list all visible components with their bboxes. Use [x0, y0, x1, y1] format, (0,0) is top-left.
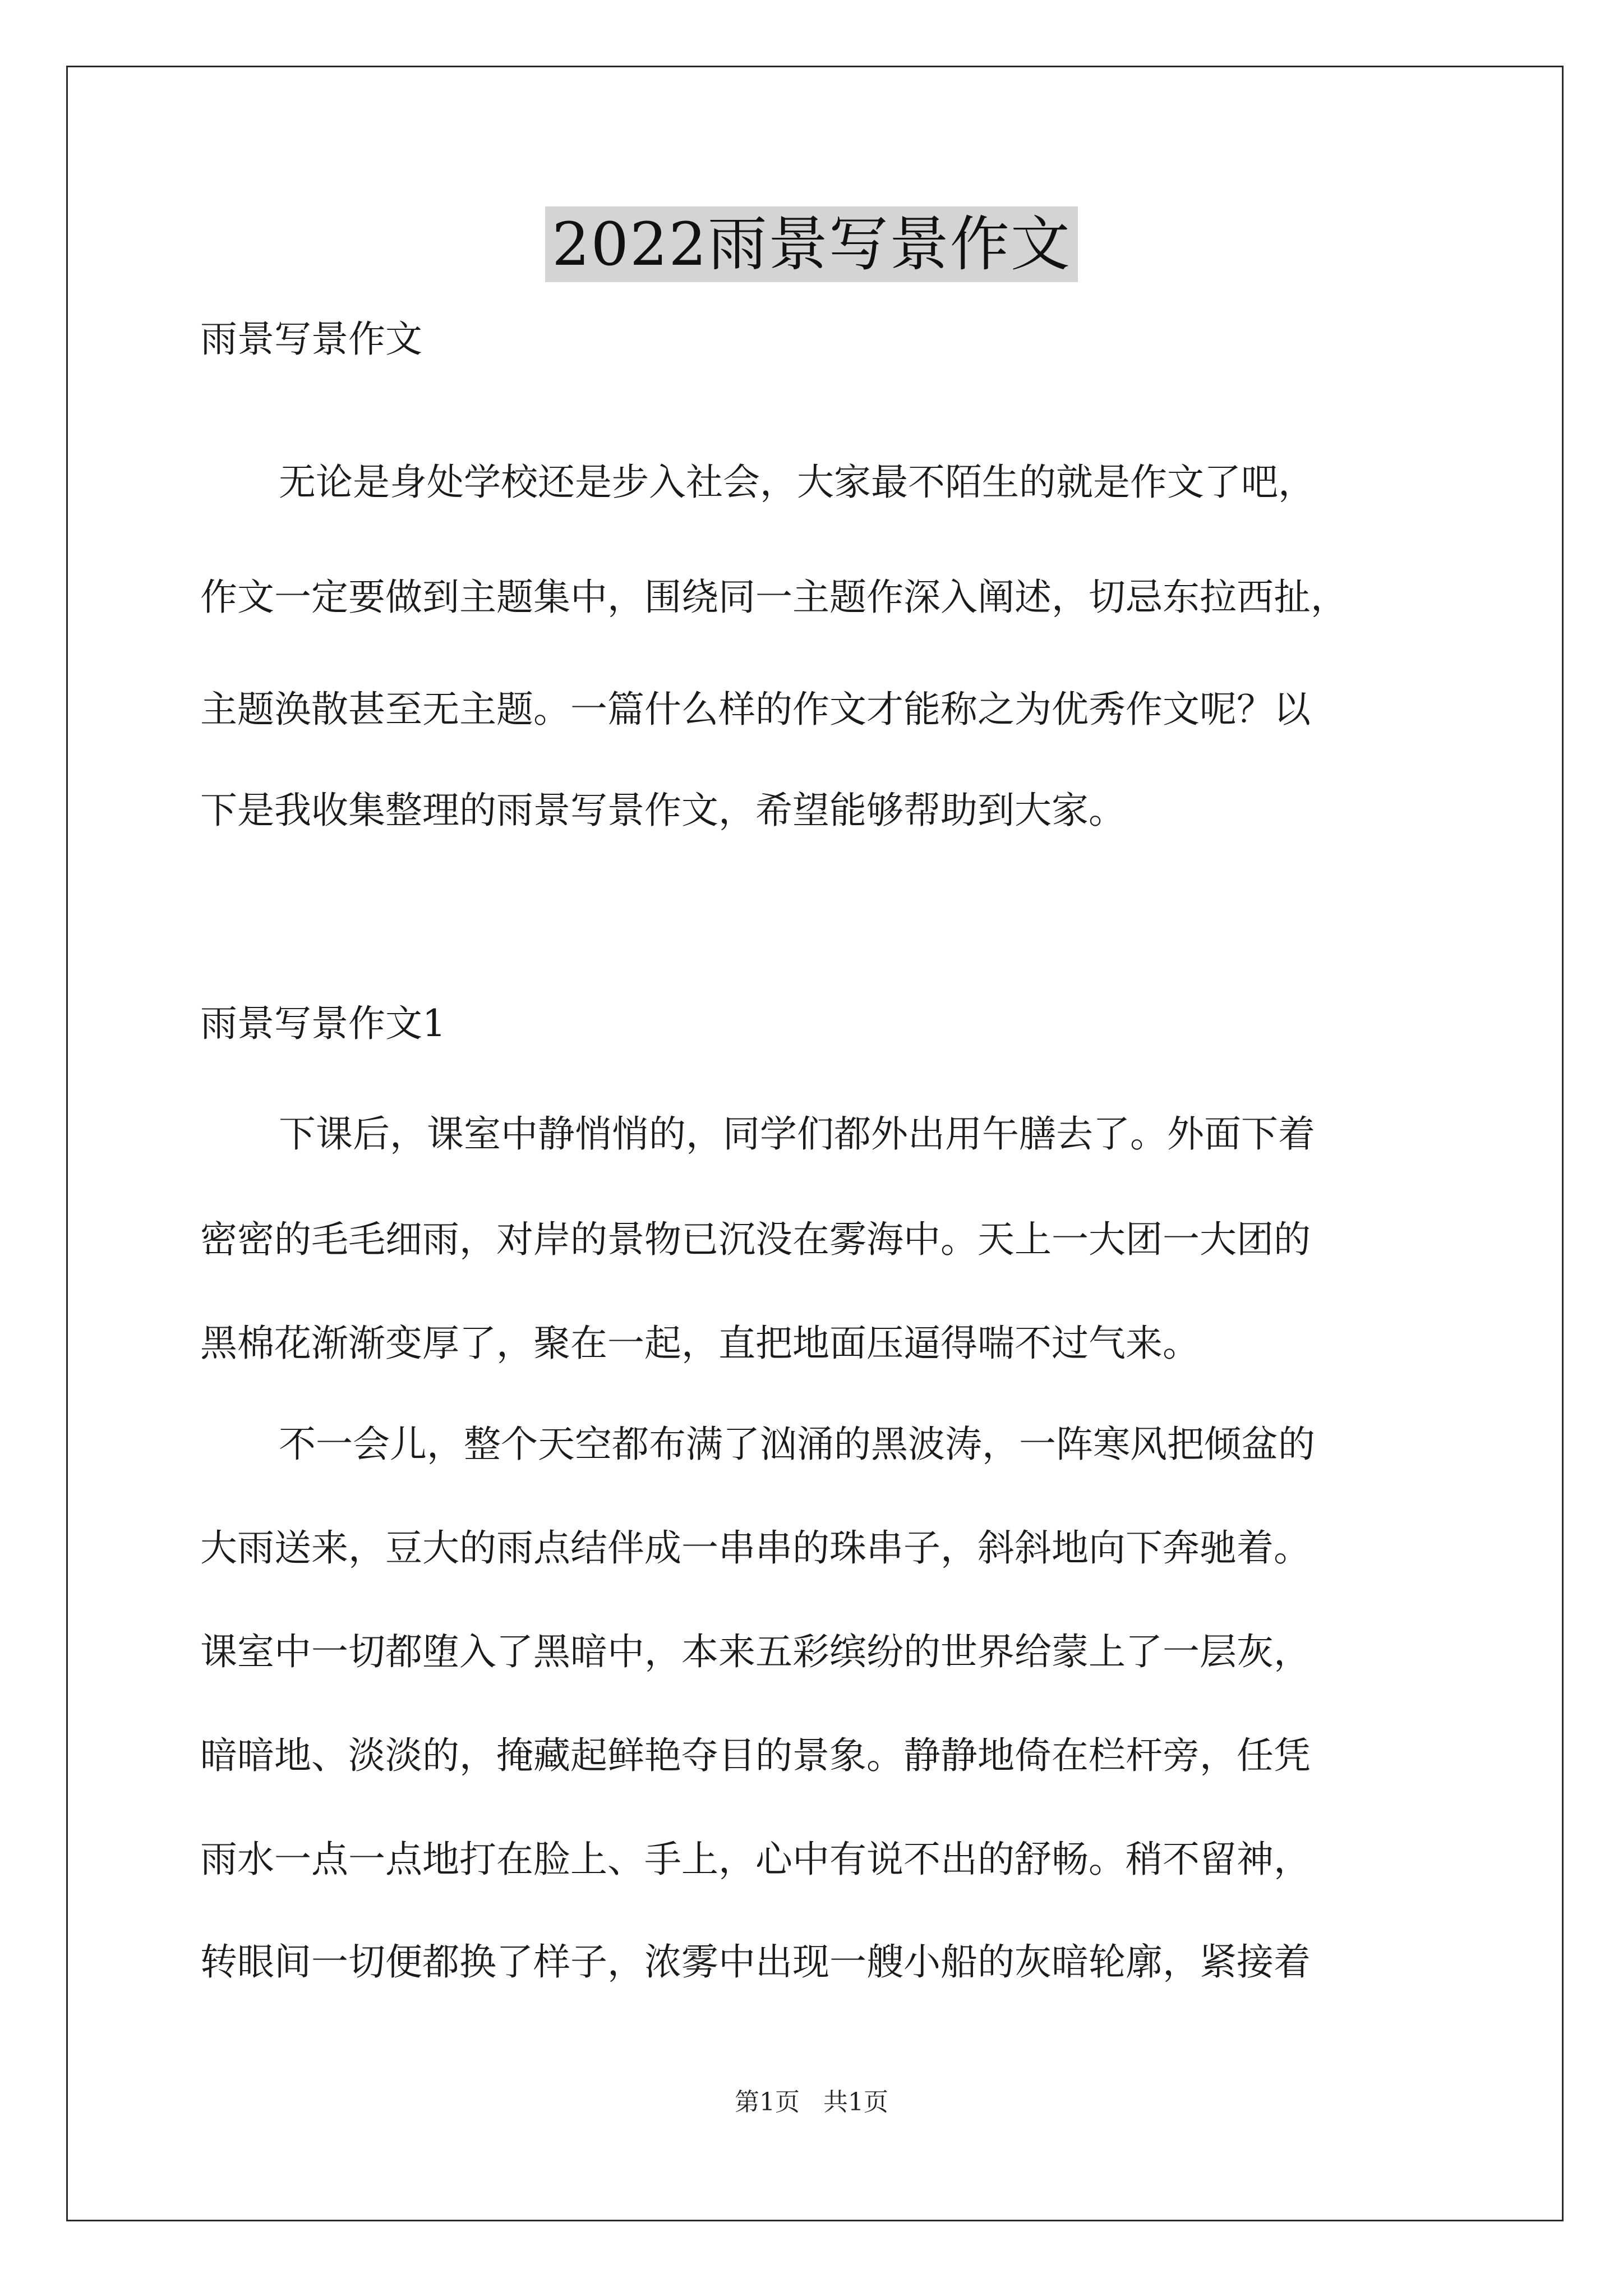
section-heading: 雨景写景作文1	[200, 1002, 446, 1045]
paragraph-line: 密密的毛毛细雨，对岸的景物已沉没在雾海中。天上一大团一大团的	[200, 1218, 1311, 1261]
paragraph-line: 课室中一切都堕入了黑暗中，本来五彩缤纷的世界给蒙上了一层灰，	[200, 1630, 1311, 1673]
paragraph-line: 大雨送来，豆大的雨点结伴成一串串的珠串子，斜斜地向下奔驰着。	[200, 1526, 1311, 1570]
paragraph-line: 转眼间一切便都换了样子，浓雾中出现一艘小船的灰暗轮廓，紧接着	[200, 1940, 1311, 1984]
page-footer: 第1页 共1页	[735, 2088, 888, 2116]
paragraph-line: 主题涣散甚至无主题。一篇什么样的作文才能称之为优秀作文呢？以	[200, 688, 1311, 731]
paragraph-line: 作文一定要做到主题集中，围绕同一主题作深入阐述，切忌东拉西扯，	[200, 576, 1348, 619]
title-container	[0, 206, 1623, 282]
paragraph-line: 下是我收集整理的雨景写景作文，希望能够帮助到大家。	[200, 789, 1126, 832]
paragraph-line: 下课后，课室中静悄悄的，同学们都外出用午膳去了。外面下着	[279, 1112, 1315, 1156]
paragraph-line: 暗暗地、淡淡的，掩藏起鲜艳夺目的景象。静静地倚在栏杆旁，任凭	[200, 1734, 1311, 1777]
paragraph-line: 不一会儿，整个天空都布满了汹涌的黑波涛，一阵寒风把倾盆的	[279, 1423, 1315, 1466]
paragraph-line: 黑棉花渐渐变厚了，聚在一起，直把地面压逼得喘不过气来。	[200, 1322, 1200, 1365]
document-title: 2022雨景写景作文	[545, 206, 1078, 282]
section-heading: 雨景写景作文	[200, 318, 422, 361]
paragraph-line: 雨水一点一点地打在脸上、手上，心中有说不出的舒畅。稍不留神，	[200, 1838, 1311, 1881]
paragraph-line: 无论是身处学校还是步入社会，大家最不陌生的就是作文了吧，	[279, 461, 1315, 504]
